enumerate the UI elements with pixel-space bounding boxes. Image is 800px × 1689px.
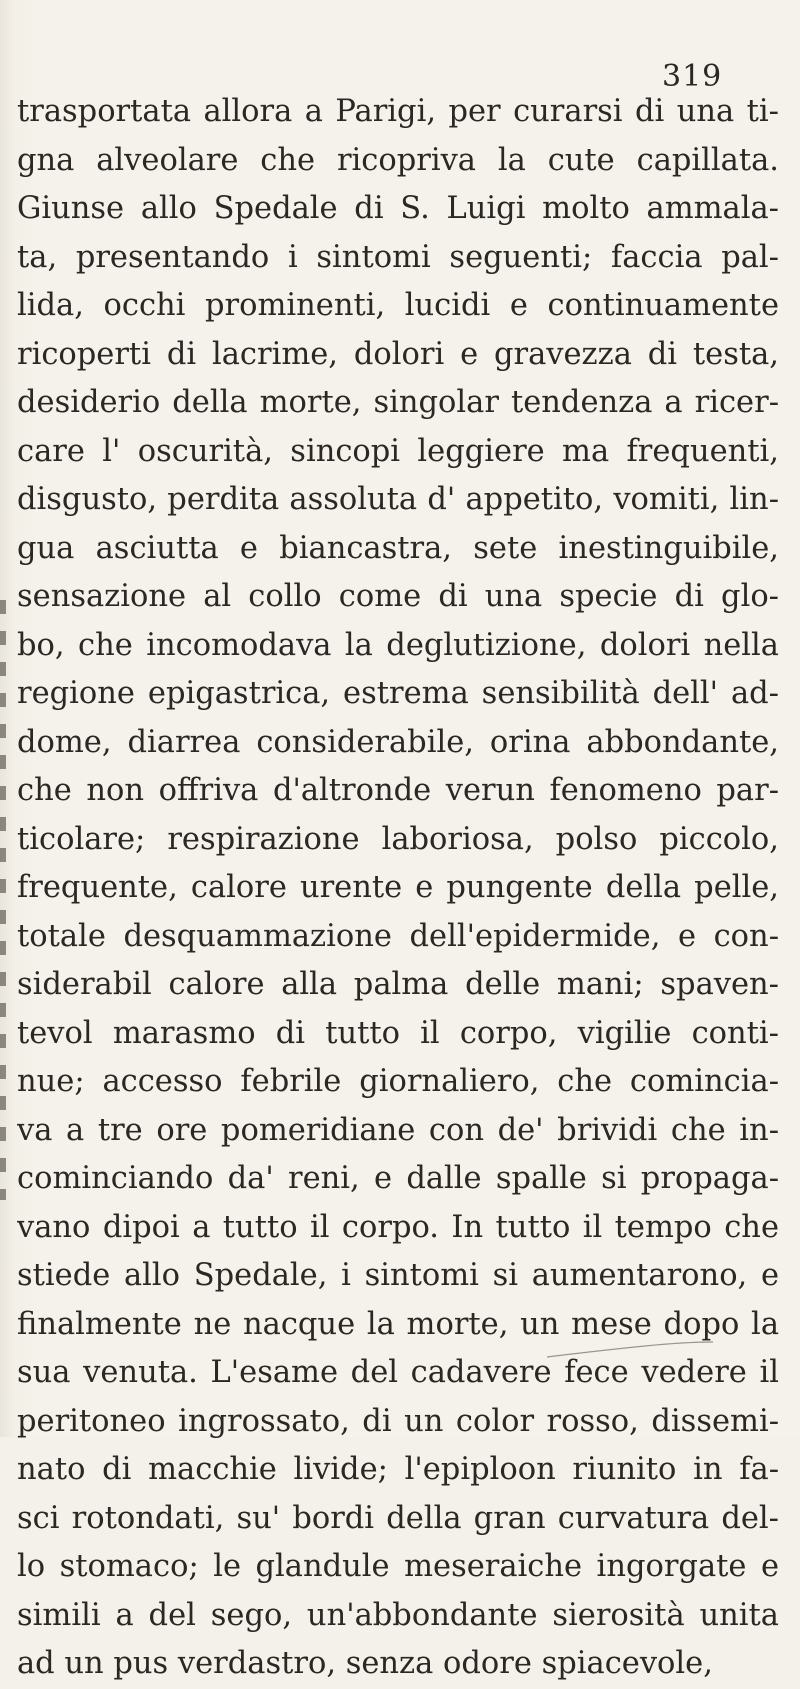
text-line: ta, presentando i sintomi seguenti; faccia pal- — [17, 239, 779, 275]
text-line: lo stomaco; le glandule meseraiche ingorgate e — [17, 1549, 779, 1584]
text-line: nato di macchie livide; l'epiploon riunito in fa- — [17, 1452, 779, 1487]
text-line: ad un pus verdastro, senza odore spiacevole, — [17, 1646, 713, 1681]
text-line: che non offriva d'altronde verun fenomeno par- — [17, 773, 779, 808]
text-line: tevol marasmo di tutto il corpo, vigilie conti- — [17, 1015, 779, 1051]
text-line: cominciando da' reni, e dalle spalle si propaga- — [17, 1161, 779, 1196]
text-line: regione epigastrica, estrema sensibilità dell' ad- — [17, 676, 779, 711]
text-line: stiede allo Spedale, i sintomi si aumentarono, e — [17, 1258, 779, 1293]
text-line: siderabil calore alla palma delle mani; spaven- — [17, 967, 779, 1002]
text-line: ricoperti di lacrime, dolori e gravezza di testa, — [17, 336, 779, 372]
text-line: desiderio della morte, singolar tendenza a ricer- — [17, 385, 779, 420]
text-line: gua asciutta e biancastra, sete inestinguibile, — [17, 530, 779, 566]
text-line: vano dipoi a tutto il corpo. In tutto il tempo che — [17, 1209, 779, 1245]
text-line: va a tre ore pomeridiane con de' brividi che in- — [17, 1112, 779, 1148]
text-line: trasportata allora a Parigi, per curarsi di una ti- — [17, 94, 779, 129]
text-line: simili a del sego, un'abbondante sierosità unita — [17, 1597, 779, 1633]
text-line: care l' oscurità, sincopi leggiere ma frequenti, — [17, 433, 779, 469]
text-line: Giunse allo Spedale di S. Luigi molto ammala- — [17, 191, 779, 226]
text-line: gna alveolare che ricopriva la cute capillata. — [17, 142, 779, 178]
text-line: ticolare; respirazione laboriosa, polso piccolo, — [17, 821, 779, 857]
page-number: 319 — [662, 59, 723, 94]
text-line: lida, occhi prominenti, lucidi e continuamente — [17, 288, 779, 323]
text-line: bo, che incomodava la deglutizione, dolori nella — [17, 627, 779, 663]
text-line: totale desquammazione dell'epidermide, e con- — [17, 918, 779, 954]
text-line: nue; accesso febrile giornaliero, che comincia- — [17, 1064, 779, 1099]
text-line: sensazione al collo come di una specie di glo- — [17, 579, 779, 614]
text-line: frequente, calore urente e pungente della pelle, — [17, 870, 779, 905]
text-line: dome, diarrea considerabile, orina abbondante, — [17, 724, 779, 760]
binding-edge — [0, 600, 6, 1200]
text-line: sci rotondati, su' bordi della gran curvatura del- — [17, 1500, 779, 1536]
text-line: peritoneo ingrossato, di un color rosso, dissemi- — [17, 1403, 779, 1439]
text-line: sua venuta. L'esame del cadavere fece vedere il — [17, 1355, 779, 1390]
body-text — [17, 88, 787, 1689]
text-line: finalmente ne nacque la morte, un mese dopo la — [17, 1306, 779, 1342]
pencil-stroke — [545, 1340, 715, 1360]
text-line: disgusto, perdita assoluta d' appetito, vomiti, lin- — [17, 482, 779, 517]
